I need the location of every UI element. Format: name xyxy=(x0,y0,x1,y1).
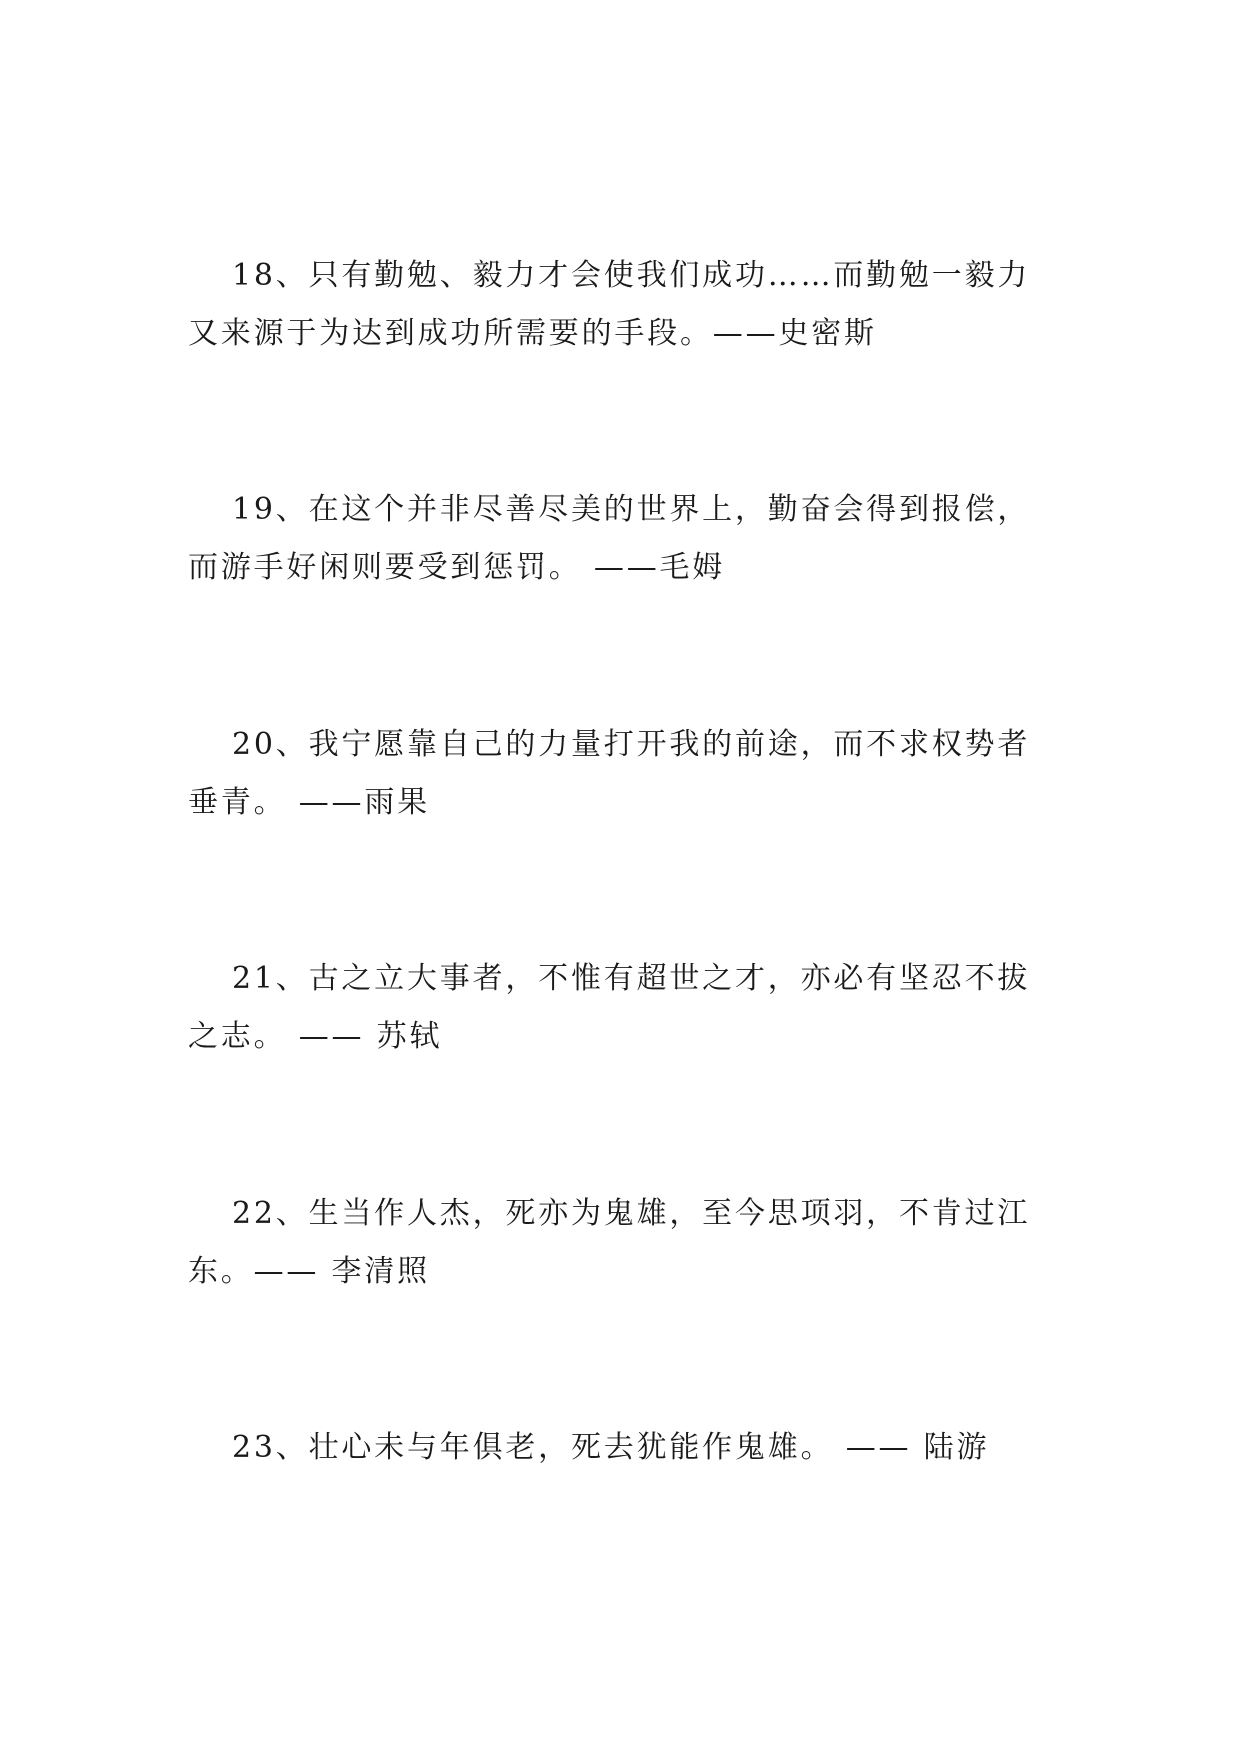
quote-paragraph: 18、只有勤勉、毅力才会使我们成功……而勤勉一毅力又来源于为达到成功所需要的手段。——史密斯 xyxy=(188,258,1031,351)
quote-paragraph: 22、生当作人杰，死亦为鬼雄，至今思项羽，不肯过江东。—— 李清照 xyxy=(188,1196,1031,1289)
quote-paragraph: 20、我宁愿靠自己的力量打开我的前途，而不求权势者垂青。 ——雨果 xyxy=(188,727,1031,820)
quote-paragraph: 21、古之立大事者，不惟有超世之才，亦必有坚忍不拔之志。 —— 苏轼 xyxy=(188,961,1031,1054)
quote-paragraph: 23、壮心未与年俱老，死去犹能作鬼雄。 —— 陆游 xyxy=(232,1430,990,1465)
quote-paragraph: 19、在这个并非尽善尽美的世界上，勤奋会得到报偿，而游手好闲则要受到惩罚。 ——毛姆 xyxy=(188,492,1031,585)
